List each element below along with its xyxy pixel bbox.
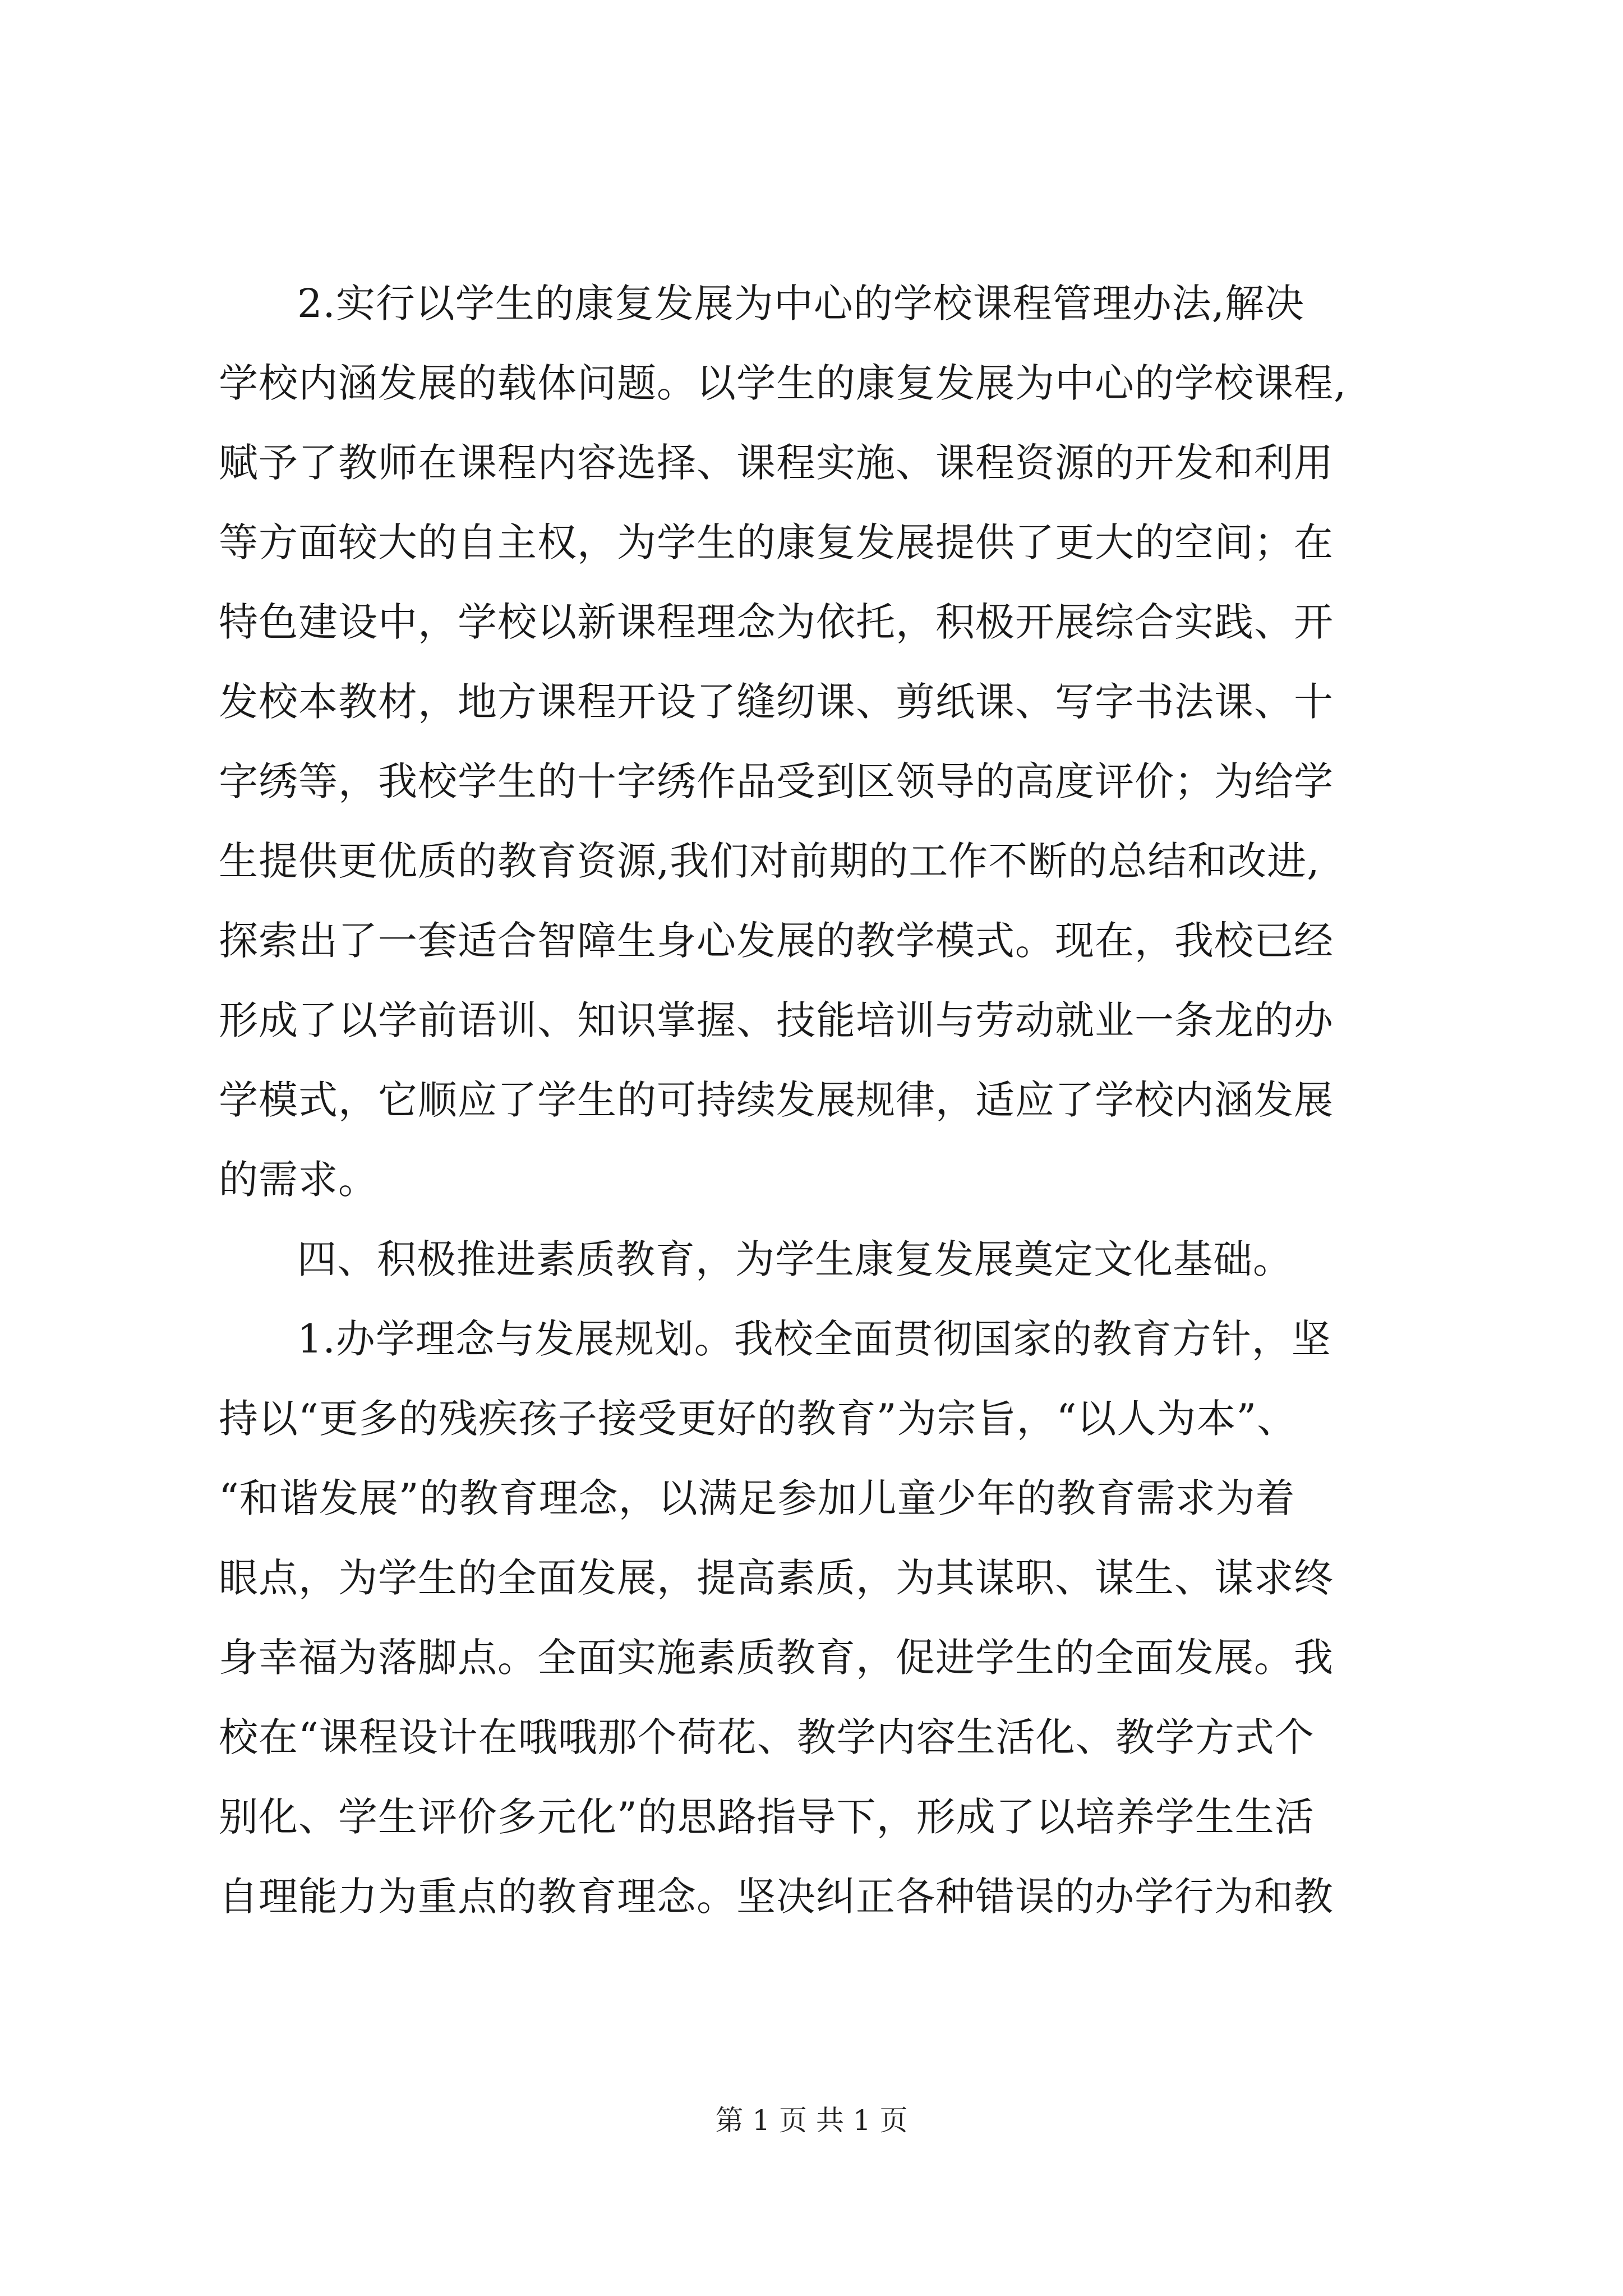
body-line: 校在“课程设计在哦哦那个荷花、教学内容生活化、教学方式个	[219, 1714, 1315, 1760]
body-line: 形成了以学前语训、知识掌握、技能培训与劳动就业一条龙的办	[219, 997, 1334, 1043]
body-line: 1.办学理念与发展规划。我校全面贯彻国家的教育方针，坚	[297, 1316, 1331, 1362]
body-line: 赋予了教师在课程内容选择、课程实施、课程资源的开发和利用	[219, 440, 1334, 486]
body-line: 特色建设中，学校以新课程理念为依托，积极开展综合实践、开	[219, 599, 1334, 645]
body-line: 生提供更优质的教育资源,我们对前期的工作不断的总结和改进,	[219, 838, 1320, 884]
body-line: 等方面较大的自主权，为学生的康复发展提供了更大的空间；在	[219, 519, 1334, 565]
body-line: 别化、学生评价多元化”的思路指导下，形成了以培养学生生活	[219, 1794, 1315, 1840]
section-heading: 四、积极推进素质教育，为学生康复发展奠定文化基础。	[297, 1236, 1293, 1282]
body-line: 发校本教材，地方课程开设了缝纫课、剪纸课、写字书法课、十	[219, 679, 1334, 725]
body-line: 持以“更多的残疾孩子接受更好的教育”为宗旨，“以人为本”、	[219, 1396, 1297, 1442]
body-line: 的需求。	[219, 1157, 378, 1203]
body-line: 自理能力为重点的教育理念。坚决纠正各种错误的办学行为和教	[219, 1874, 1334, 1920]
page-footer: 第 1 页 共 1 页	[715, 2104, 908, 2137]
body-line: 探索出了一套适合智障生身心发展的教学模式。现在，我校已经	[219, 918, 1334, 964]
body-line: 学校内涵发展的载体问题。以学生的康复发展为中心的学校课程,	[219, 360, 1347, 406]
body-line: 2.实行以学生的康复发展为中心的学校课程管理办法,解决	[297, 280, 1305, 326]
body-line: 学模式，它顺应了学生的可持续发展规律，适应了学校内涵发展	[219, 1077, 1334, 1123]
document-body	[219, 264, 1424, 1936]
body-line: 字绣等，我校学生的十字绣作品受到区领导的高度评价；为给学	[219, 758, 1334, 804]
body-line: 身幸福为落脚点。全面实施素质教育，促进学生的全面发展。我	[219, 1635, 1334, 1681]
body-line: 眼点，为学生的全面发展，提高素质，为其谋职、谋生、谋求终	[219, 1555, 1334, 1601]
body-line: “和谐发展”的教育理念，以满足参加儿童少年的教育需求为着	[219, 1475, 1295, 1521]
